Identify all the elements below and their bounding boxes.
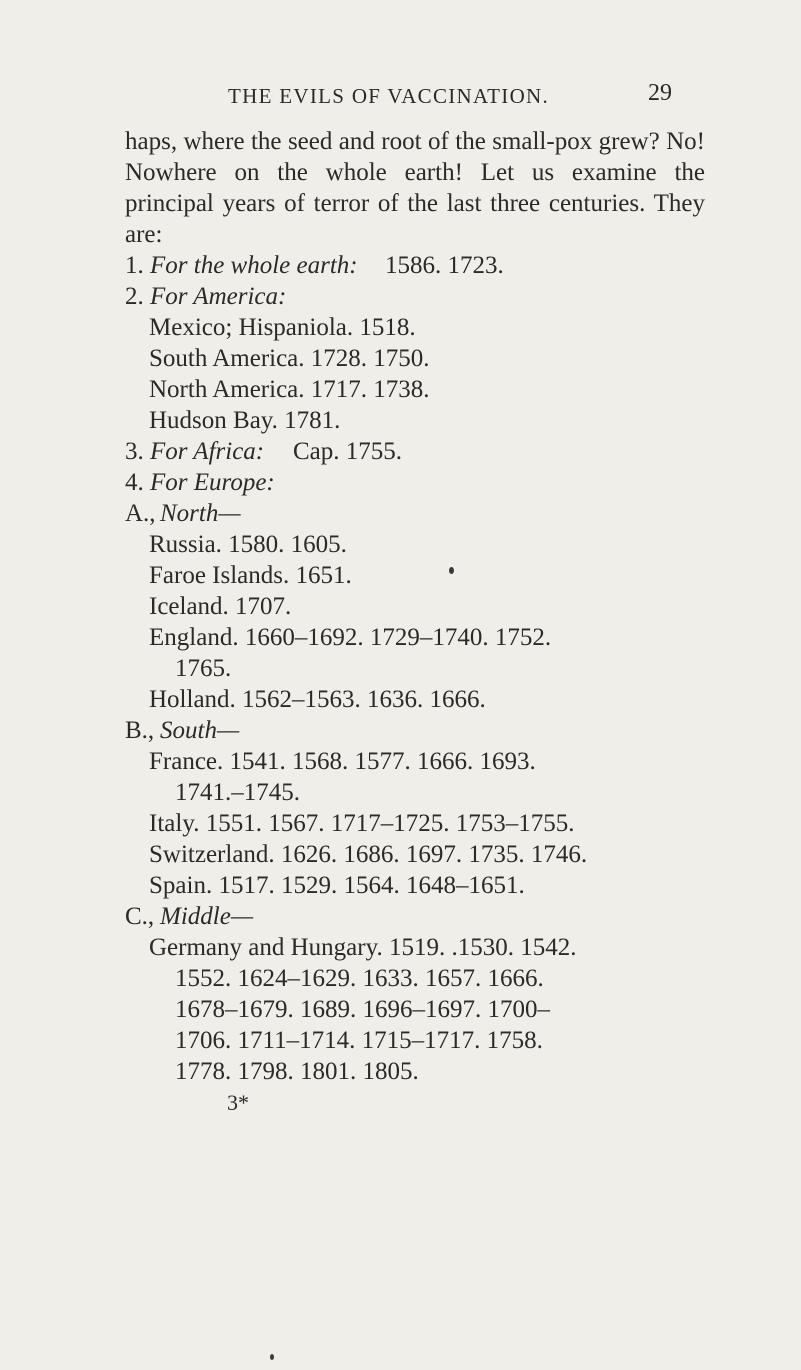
section-c-label: Middle— <box>160 903 254 930</box>
entry-3-label: For Africa: <box>150 438 265 465</box>
section-a-letter: A., <box>125 500 156 527</box>
section-b-letter: B., <box>125 717 155 744</box>
entry-1-label: For the whole earth: <box>150 252 358 279</box>
entry-south-america: South America. 1728. 1750. <box>149 345 430 372</box>
ink-speck <box>270 1354 274 1360</box>
running-title: THE EVILS OF VACCINATION. <box>228 84 550 108</box>
entry-1-number: 1. <box>125 252 144 279</box>
entry-faroe: Faroe Islands. 1651. <box>149 562 352 589</box>
entry-spain: Spain. 1517. 1529. 1564. 1648–1651. <box>149 872 525 899</box>
entry-4-label: For Europe: <box>150 469 275 496</box>
section-c-letter: C., <box>125 903 155 930</box>
section-a-label: North— <box>160 500 241 527</box>
entry-france-continued: 1741.–1745. <box>175 779 300 806</box>
entry-2-number: 2. <box>125 283 144 310</box>
entry-germany-line-2: 1552. 1624–1629. 1633. 1657. 1666. <box>175 965 544 992</box>
entry-3-number: 3. <box>125 438 144 465</box>
section-b-label: South— <box>160 717 240 744</box>
entry-germany-line-5: 1778. 1798. 1801. 1805. <box>175 1058 419 1085</box>
entry-hudson-bay: Hudson Bay. 1781. <box>149 407 341 434</box>
entry-north-america: North America. 1717. 1738. <box>149 376 430 403</box>
entry-iceland: Iceland. 1707. <box>149 593 292 620</box>
ink-speck <box>449 567 454 574</box>
entry-russia: Russia. 1580. 1605. <box>149 531 347 558</box>
entry-germany-line-4: 1706. 1711–1714. 1715–1717. 1758. <box>175 1027 543 1054</box>
entry-mexico: Mexico; Hispaniola. 1518. <box>149 314 416 341</box>
entry-germany-line-1: Germany and Hungary. 1519. .1530. 1542. <box>149 934 577 961</box>
entry-germany-line-3: 1678–1679. 1689. 1696–1697. 1700– <box>175 996 550 1023</box>
entry-england-continued: 1765. <box>175 655 232 682</box>
running-head <box>0 80 801 114</box>
entry-2-label: For America: <box>150 283 287 310</box>
entry-4-number: 4. <box>125 469 144 496</box>
signature-mark: 3* <box>227 1090 249 1115</box>
entry-switzerland: Switzerland. 1626. 1686. 1697. 1735. 1746. <box>149 841 588 868</box>
entry-england: England. 1660–1692. 1729–1740. 1752. <box>149 624 552 651</box>
entry-1-years: 1586. 1723. <box>385 252 504 279</box>
intro-paragraph: haps, where the seed and root of the small-pox grew? No! Nowhere on the whole earth! Let us examine the principal years of terror of the last three centuries. They are: <box>125 128 705 248</box>
entry-italy: Italy. 1551. 1567. 1717–1725. 1753–1755. <box>149 810 575 837</box>
entry-holland: Holland. 1562–1563. 1636. 1666. <box>149 686 486 713</box>
entry-france: France. 1541. 1568. 1577. 1666. 1693. <box>149 748 536 775</box>
page-number: 29 <box>648 80 672 106</box>
entry-3-years: Cap. 1755. <box>293 438 403 465</box>
